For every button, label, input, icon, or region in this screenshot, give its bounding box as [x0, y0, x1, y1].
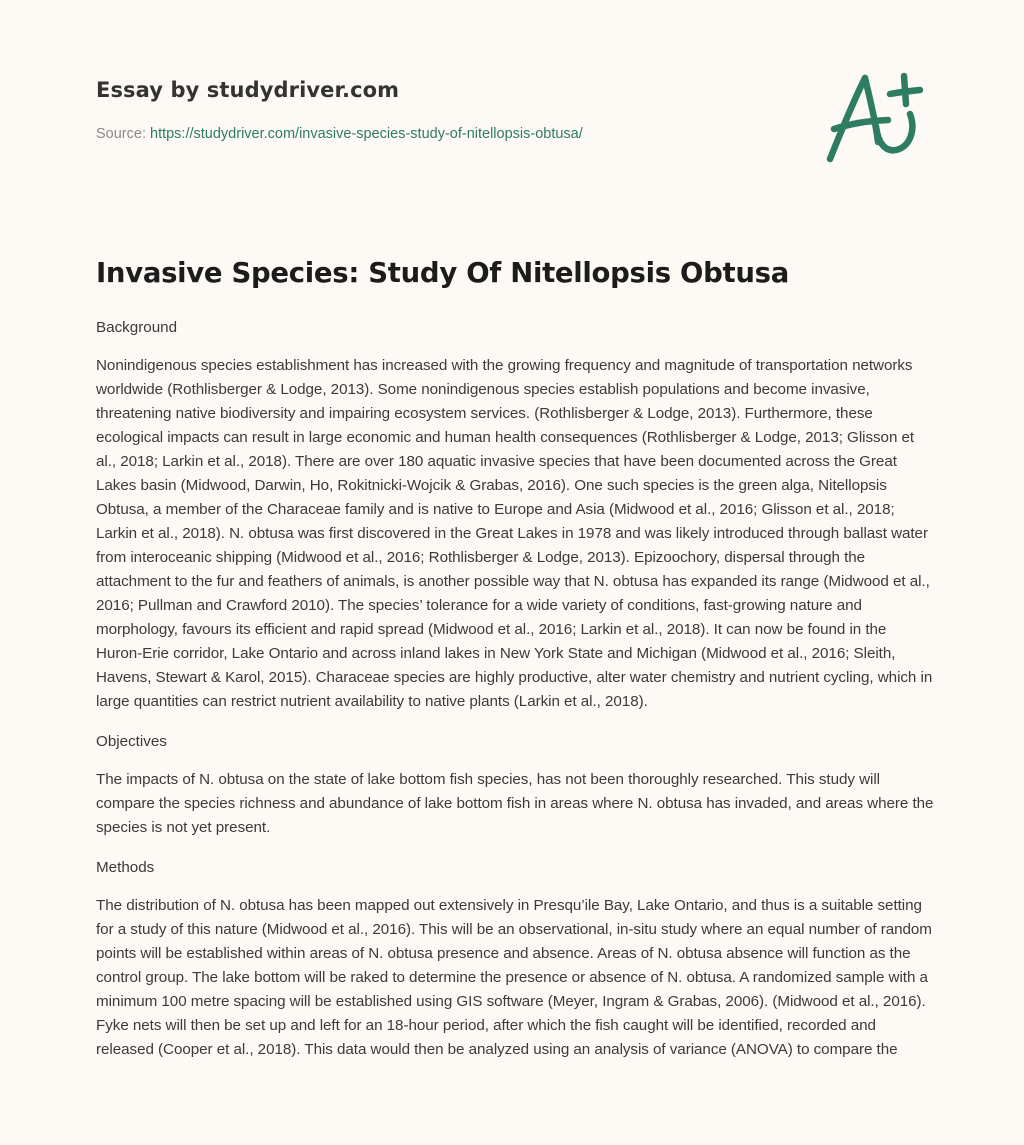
section-paragraph: The impacts of N. obtusa on the state of lake bottom fish species, has not been thoroughly researched. This study will compare the species richness and abundance of lake bottom fish in areas where N. obtusa has invaded, and areas where the species is not yet present. [96, 771, 934, 836]
section-heading: Methods [96, 859, 155, 876]
document-title: Invasive Species: Study Of Nitellopsis Obtusa [96, 257, 789, 289]
page-header [96, 76, 796, 144]
a-plus-grade-icon [820, 64, 930, 169]
section-paragraph: Nonindigenous species establishment has increased with the growing frequency and magnitude of transportation networks worldwide (Rothlisberger & Lodge, 2013). Some nonindigenous species establish populations and become invasive, threatening native biodiversity and impairing ecosystem services. (Rothlisberger & Lodge, 2013). Furthermore, these ecological impacts can result in large economic and human health consequences (Rothlisberger & Lodge, 2013; Glisson et al., 2018; Larkin et al., 2018). There are over 180 aquatic invasive species that have been documented across the Great Lakes basin (Midwood, Darwin, Ho, Rokitnicki-Wojcik & Grabas, 2016). One such species is the green alga, Nitellopsis Obtusa, a member of the Characeae family and is native to Europe and Asia (Midwood et al., 2016; Glisson et al., 2018; Larkin et al., 2018). N. obtusa was first discovered in the Great Lakes in 1978 and was likely introduced through ballast water from interoceanic shipping (Midwood et al., 2016; Rothlisberger & Lodge, 2013). Epizoochory, dispersal through the attachment to the fur and feathers of animals, is another possible way that N. obtusa has expanded its range (Midwood et al., 2016; Pullman and Crawford 2010). The species’ tolerance for a wide variety of conditions, fast-growing nature and morphology, favours its efficient and rapid spread (Midwood et al., 2016; Larkin et al., 2018). It can now be found in the Huron-Erie corridor, Lake Ontario and across inland lakes in New York State and Michigan (Midwood et al., 2016; Sleith, Havens, Stewart & Karol, 2015). Characeae species are highly productive, alter water chemistry and nutrient cycling, which in large quantities can restrict nutrient availability to native plants (Larkin et al., 2018). [96, 357, 933, 710]
document-body [96, 316, 936, 1078]
section-heading: Objectives [96, 733, 167, 750]
source-line [96, 124, 796, 144]
source-link[interactable]: https://studydriver.com/invasive-species-study-of-nitellopsis-obtusa/ [150, 126, 583, 142]
section-heading: Background [96, 319, 178, 336]
source-label: Source: [96, 126, 150, 142]
section-methods [96, 856, 936, 1062]
section-background [96, 316, 936, 714]
brand-title: Essay by studydriver.com [96, 78, 400, 102]
section-objectives [96, 730, 936, 840]
section-paragraph: The distribution of N. obtusa has been mapped out extensively in Presqu’ile Bay, Lake Ontario, and thus is a suitable setting for a study of this nature (Midwood et al., 2016). This will be an observational, in-situ study where an equal number of random points will be established within areas of N. obtusa presence and absence. Areas of N. obtusa absence will function as the control group. The lake bottom will be raked to determine the presence or absence of N. obtusa. A randomized sample with a minimum 100 metre spacing will be established using GIS software (Meyer, Ingram & Grabas, 2006). (Midwood et al., 2016). Fyke nets will then be set up and left for an 18-hour period, after which the fish caught will be identified, recorded and released (Cooper et al., 2018). This data would then be analyzed using an analysis of variance (ANOVA) to compare the [96, 897, 932, 1058]
